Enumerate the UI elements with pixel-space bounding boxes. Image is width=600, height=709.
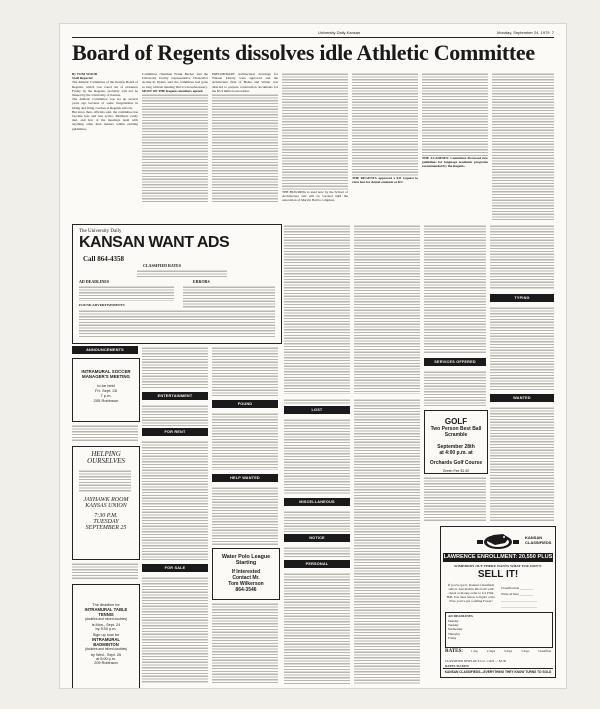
errors-title: ERRORS <box>193 279 210 284</box>
classified-display-rate: CLASSIFIED DISPLAY $ Col. 1 inch — $3.50 <box>445 659 507 663</box>
entertainment-text <box>142 404 208 426</box>
water-polo-ad: Water Polo League Starting If Interested Contact Mr. Tom Wilkerson 864-3546 <box>212 548 280 600</box>
personal-text <box>284 572 350 684</box>
want-ads-phone: Call 864-4358 <box>83 255 125 263</box>
category-found: FOUND <box>212 400 278 408</box>
classified-col-4b <box>284 398 350 404</box>
classified-col-1b <box>142 346 208 388</box>
newspaper-page <box>60 24 566 688</box>
category-miscellaneous: MISCELLANEOUS <box>284 498 350 506</box>
category-for-rent: FOR RENT <box>142 428 208 436</box>
help-wanted-text <box>212 486 278 546</box>
announcement-text <box>72 424 138 442</box>
category-announcements: ANNOUNCEMENTS <box>72 346 138 354</box>
classified-rates-title: CLASSIFIED RATES <box>143 263 182 268</box>
dates-to-run: DATES TO RUN: <box>445 664 470 668</box>
category-wanted: WANTED <box>490 394 554 402</box>
headline: Board of Regents dissolves idle Athletic Committee <box>72 40 535 65</box>
story-column-4: THE BUILDING is used now by the School of Architecture and will be vacated until the renovation of Marvin Hall is complete. <box>282 72 348 220</box>
intramural-tennis-ad: The deadline for INTRAMURAL TABLE TENNIS (doubles and mixed doubles) is Mon., Sept. 24 by 5:00 p.m. Sign up now for INTRAMURAL BADMINTON (doubles and mixed doubles) by Wed., Sept. 26 at 5:00 p.m. 205 Robinson <box>72 584 140 688</box>
classified-col-3c <box>212 602 278 684</box>
wanted-text <box>490 406 554 522</box>
story-column-6: THE ACADEMIC Committee discussed new guidelines for language academic programs recommended by the Regents. <box>422 72 488 220</box>
jayhawk-logo-icon <box>475 529 521 551</box>
classified-col-6c <box>424 476 486 522</box>
category-help-wanted: HELP WANTED <box>212 474 278 482</box>
folio-date: Monday, September 24, 1979 7 <box>497 30 554 35</box>
lawrence-enrollment-ad <box>440 526 556 678</box>
category-for-sale: FOR SALE <box>142 564 208 572</box>
rates-label: RATES: <box>445 649 463 654</box>
story-column-2: Committee chairman Frank Becker and the University faculty representative Chancellor Archie R. Dykes, said the committee had gone so long without meeting that it was unnecessary. MOST OF THE Regents members agreed. <box>142 72 208 220</box>
enrollment-copy: If you've got it, Kansan Classifieds sells it. Just mail in this form with check or money order to 111 Flint Hall. Use rates below to figure costs. Now you've got a selling Power! <box>446 583 496 603</box>
ad-deadlines-table: AD DEADLINES Monday Tuesday Wednesday Thursday Friday <box>445 612 553 648</box>
want-ads-header: The University Daily KANSAN WANT ADS Call 864-4358 CLASSIFIED RATES AD DEADLINES ERRORS FOUND ADVERTISEMENTS <box>72 224 282 344</box>
classified-col-3b <box>212 346 278 396</box>
story-column-7 <box>492 72 554 220</box>
order-form: Classification ________ Write ad here ________ ______________________ ______________________ <box>501 586 538 608</box>
rates-columns: 1 day 2 days 3 days 5 days Classified <box>471 649 551 653</box>
story-column-3: PRELIMINARY architectural drawings for Watson Library were approved and the architecture firm of Heinz and Walter was directed to prepare construction documents for the $5.4 million renovation. <box>212 72 278 220</box>
story-column-1: By TONI WOOD Staff Reporter The Athletic Committee of the Kansas Board of Regents, which was voted out of existence Friday by the Regents, probably will not be missed by the University of Kansas. The Athletic Committee was set up several years ago because of some irregularities in hiring and firing coaches at Regents schools. But since then, officials said, the committee has become less and less active. Members rarely met, and few of the meetings dealt with anything other than matters within existing guidelines. <box>72 72 138 131</box>
found-text <box>212 412 278 470</box>
category-services-offered: SERVICES OFFERED <box>424 358 486 366</box>
enrollment-title: LAWRENCE ENROLLMENT: 20,550 PLUS <box>443 554 553 560</box>
kansan-classifieds-footer: KANSAN CLASSIFIEDS—EVERYTHING THEY KNOW TURNS TO SOLD <box>444 670 552 674</box>
kansan-classifieds-label: KANSAN CLASSIFIEDS <box>525 535 552 545</box>
lost-text <box>284 418 350 494</box>
typing-text <box>490 306 554 390</box>
category-entertainment: ENTERTAINMENT <box>142 392 208 400</box>
found-ads-title: FOUND ADVERTISEMENTS <box>79 303 125 307</box>
story-column-5: THE REGENTS approved a $31 request to raise fees for dental students at KU. <box>352 72 418 220</box>
category-typing: TYPING <box>490 294 554 302</box>
miscellaneous-text <box>284 510 350 532</box>
category-personal: PERSONAL <box>284 560 350 568</box>
enrollment-subtitle: SOMEBODY OUT THERE WANTS WHAT YOU DON'T. <box>454 564 542 568</box>
soccer-meeting-ad: INTRAMURAL SOCCER MANAGER'S MEETING to be held Fri. Sept. 28 7 p.m. 205 Robinson <box>72 358 140 422</box>
want-ads-title: KANSAN WANT ADS <box>79 234 230 251</box>
category-notice: NOTICE <box>284 534 350 542</box>
classified-col-5a <box>490 224 554 290</box>
services-text <box>424 370 486 406</box>
classified-col-4a <box>424 224 486 354</box>
category-lost: LOST <box>284 406 350 414</box>
ad-deadlines-title: AD DEADLINES <box>79 279 110 284</box>
for-rent-text <box>142 440 208 560</box>
helping-ourselves-ad: HELPING OURSELVES JAYHAWK ROOM KANSAS UNION 7:30 P.M. TUESDAY SEPTEMBER 25 <box>72 446 140 560</box>
sell-it-heading: SELL IT! <box>477 569 519 580</box>
classified-col-5b <box>354 398 420 684</box>
golf-scramble-ad: GOLF Two Person Best Ball Scramble September 28th at 4:00 p.m. at Orchards Golf Course Green Fee $1.50 <box>424 410 488 474</box>
classified-col-2a <box>284 224 350 394</box>
folio-publication: University Daily Kansan <box>318 30 361 35</box>
for-sale-text <box>142 576 208 684</box>
notice-text <box>284 546 350 558</box>
announcement-text-2 <box>72 562 138 580</box>
classified-col-3a <box>354 224 420 394</box>
